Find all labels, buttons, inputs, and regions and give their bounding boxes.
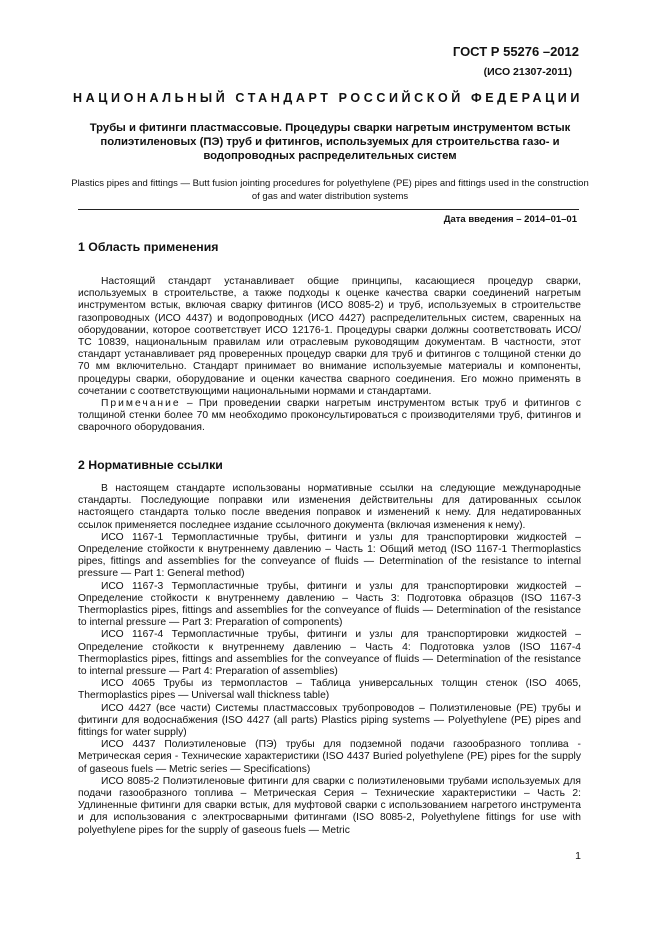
- section-2-intro: В настоящем стандарте использованы нормативные ссылки на следующие международные стандарты. Последующие поправки или изменения действительны для датированных ссылок настоящего стандарта только после введения поправок и изменений к нему. Для недатированных ссылок применяется последнее издание ссылочного документа (включая изменения к нему).: [78, 483, 581, 531]
- reference-item: ИСО 1167-4 Термопластичные трубы, фитинги и узлы для транспортировки жидкостей – Определение стойкости к внутреннему давлению – Часть 4: Подготовка узлов (ISO 1167-4 Thermoplastics pipes, fittings and assemblies for the conveyance of fluids — Determination of the resistance to internal pressure — Part 4: Preparation of assemblies): [78, 629, 581, 678]
- page-number: 1: [575, 850, 581, 862]
- reference-item: ИСО 4437 Полиэтиленовые (ПЭ) трубы для подземной подачи газообразного топлива - Метрическая серия - Технические характеристики (ISO 4437 Buried polyethylene (PE) pipes for the supply of gaseous fuels — Metric series — Specifications): [78, 739, 581, 775]
- note: [78, 398, 581, 435]
- section-1-body: [78, 276, 581, 435]
- document-title-ru: Трубы и фитинги пластмассовые. Процедуры сварки нагретым инструментом встык полиэтиленовых (ПЭ) труб и фитингов, используемых для строительства газо- и водопроводных распределительных систем: [89, 122, 571, 162]
- section-2-body: [78, 483, 581, 837]
- note-text: – При проведении сварки нагретым инструментом встык труб и фитингов с толщиной стенки более 70 мм необходимо проконсультироваться с производителями труб, фитингов и сварочного оборудования.: [78, 398, 581, 434]
- national-standard-heading: НАЦИОНАЛЬНЫЙ СТАНДАРТ РОССИЙСКОЙ ФЕДЕРАЦИИ: [73, 91, 583, 105]
- section-1-title: 1 Область применения: [78, 240, 219, 254]
- introduction-date: Дата введения – 2014–01–01: [443, 214, 577, 225]
- reference-item: ИСО 4065 Трубы из термопластов – Таблица универсальных толщин стенок (ISO 4065, Thermoplastics pipes — Universal wall thickness table): [78, 678, 581, 702]
- note-label: Примечание: [101, 398, 181, 410]
- standard-code: ГОСТ Р 55276 –2012: [452, 44, 579, 59]
- section-2-title: 2 Нормативные ссылки: [78, 458, 223, 472]
- reference-item: ИСО 1167-3 Термопластичные трубы, фитинги и узлы для транспортировки жидкостей – Определение стойкости к внутреннему давлению – Часть 3: Подготовка образцов (ISO 1167-3 Thermoplastics pipes, fittings and assemblies for the conveyance of fluids — Determination of the resistance to internal pressure — Part 3: Preparation of components): [78, 580, 581, 629]
- divider: [78, 209, 579, 210]
- reference-item: ИСО 1167-1 Термопластичные трубы, фитинги и узлы для транспортировки жидкостей – Определение стойкости к внутреннему давлению – Часть 1: Общий метод (ISO 1167-1 Thermoplastics pipes, fittings and assemblies for the conveyance of fluids — Determination of the resistance to internal pressure — Part 1: General method): [78, 531, 581, 580]
- section-1-paragraph: Настоящий стандарт устанавливает общие принципы, касающиеся процедур сварки, используемых в строительстве, а также подходы к оценке качества сварки соединений нагретым инструментом встык, включая сварку фитингов (ИСО 8085-2) и труб, используемых в строительстве газопроводных (ИСО 4437) и водопроводных (ИСО 4427) распределительных систем, сваренных на оборудовании, которое соответствует ИСО 12176-1. Процедуры сварки должны соответствовать ИСО/ТС 10839, национальным правилам или отраслевым руководящим документам. В частности, этот стандарт устанавливает ряд проверенных процедур сварки для труб и фитингов с толщиной стенки до 70 мм включительно. Стандарт принимает во внимание используемые материалы и компоненты, процедуры сварки, оборудование и оценки качества сварного соединения. Его можно применять в сочетании с соответствующими национальными нормами и стандартами.: [78, 276, 581, 397]
- reference-item: ИСО 8085-2 Полиэтиленовые фитинги для сварки с полиэтиленовыми трубами используемых для подачи газообразного топлива – Метрическая Серия – Технические характеристики – Часть 2: Удлиненные фитинги для сварки встык, для муфтовой сварки с использованием нагретого инструмента и для использования с электросварными фитингами (ISO 8085-2, Polyethylene fittings for use with polyethylene pipes for the supply of gaseous fuels — Metric: [78, 775, 581, 836]
- document-title-en: Plastics pipes and fittings — Butt fusion jointing procedures for polyethylene (PE) pipes and fittings used in the construction of gas and water distribution systems: [71, 178, 589, 202]
- reference-item: ИСО 4427 (все части) Системы пластмассовых трубопроводов – Полиэтиленовые (PE) трубы и фитинги для водоснабжения (ISO 4427 (all parts) Plastics piping systems — Polyethylene (PE) pipes and fittings for water supply): [78, 702, 581, 739]
- iso-reference: (ИСО 21307-2011): [483, 66, 572, 78]
